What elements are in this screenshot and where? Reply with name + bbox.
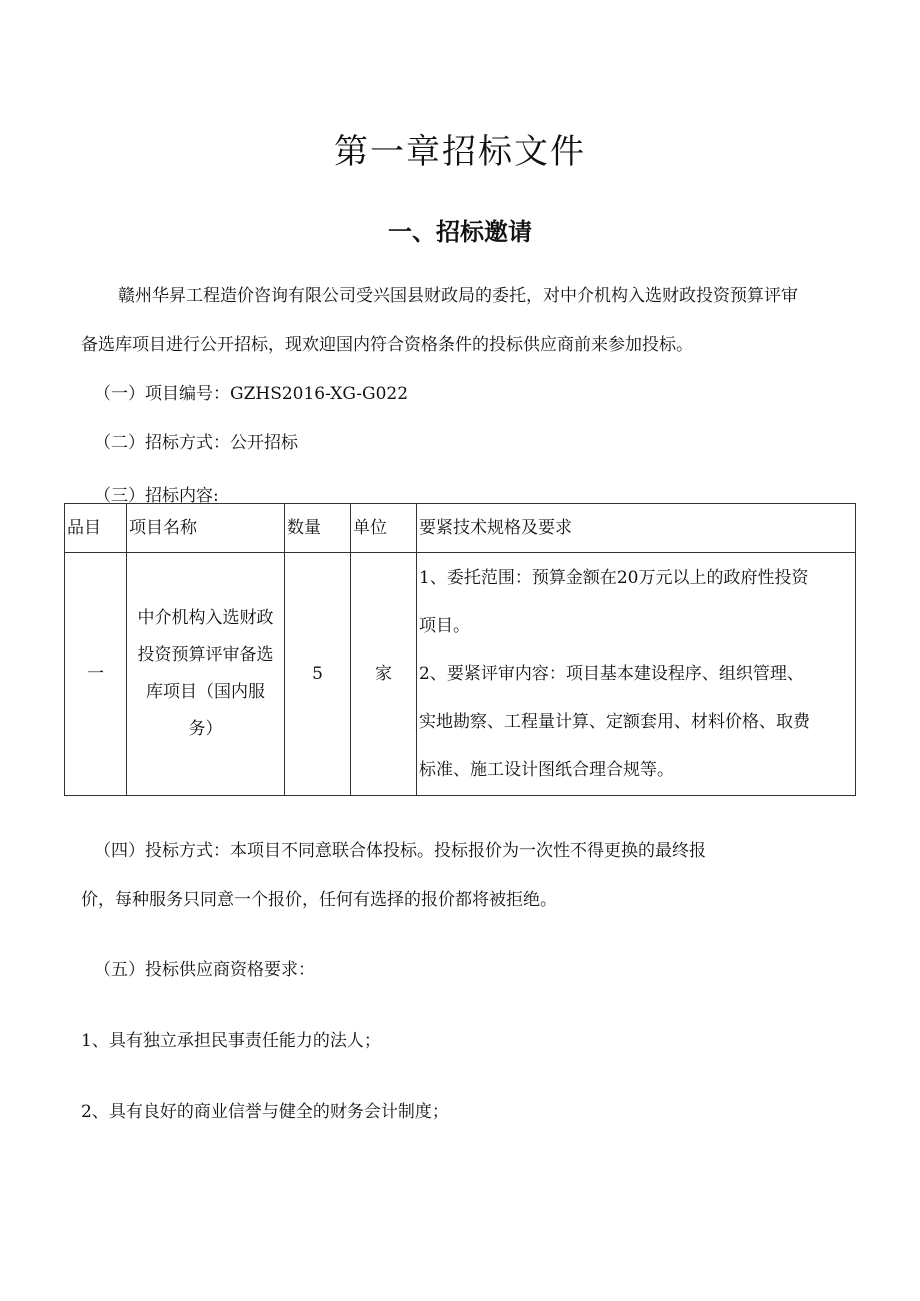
cell-project-name xyxy=(127,553,285,796)
requirement-line: 标准、施工设计图纸合理合规等。 xyxy=(419,760,674,780)
cell-item: 一 xyxy=(65,553,127,796)
project-name-line: 投资预算评审备选 xyxy=(137,645,274,665)
bidding-content-table xyxy=(64,503,856,796)
chapter-title: 第一章招标文件 xyxy=(334,132,586,172)
intro-line-1: 赣州华昇工程造价咨询有限公司受兴国县财政局的委托，对中介机构入选财政投资预算评审 xyxy=(118,286,798,306)
header-item: 品目 xyxy=(65,504,127,553)
bidding-method-note-line-2: 价，每种服务只同意一个报价，任何有选择的报价都将被拒绝。 xyxy=(81,890,557,910)
project-name-line: 务） xyxy=(188,719,223,739)
qualification-requirement-2: 2、具有良好的商业信誉与健全的财务会计制度； xyxy=(81,1102,449,1122)
project-number: （一）项目编号：GZHS2016-XG-G022 xyxy=(94,384,409,404)
header-quantity: 数量 xyxy=(285,504,351,553)
intro-line-2: 备选库项目进行公开招标，现欢迎国内符合资格条件的投标供应商前来参加投标。 xyxy=(81,335,693,355)
requirement-line: 2、要紧评审内容：项目基本建设程序、组织管理、 xyxy=(419,664,804,684)
table-header-row xyxy=(65,504,856,553)
bidding-content-label: （三）招标内容: xyxy=(94,486,219,506)
bidding-method: （二）招标方式：公开招标 xyxy=(94,433,298,453)
project-name-line: 库项目（国内服 xyxy=(146,682,265,702)
supplier-qualification-label: （五）投标供应商资格要求： xyxy=(94,960,315,980)
requirement-line: 1、委托范围：预算金额在20万元以上的政府性投资 xyxy=(419,568,809,588)
section-title: 一、招标邀请 xyxy=(388,218,532,246)
header-unit: 单位 xyxy=(351,504,417,553)
cell-quantity: 5 xyxy=(285,553,351,796)
qualification-requirement-1: 1、具有独立承担民事责任能力的法人； xyxy=(81,1031,381,1051)
header-requirements: 要紧技术规格及要求 xyxy=(417,504,856,553)
requirement-line: 实地勘察、工程量计算、定额套用、材料价格、取费 xyxy=(419,712,810,732)
requirement-line: 项目。 xyxy=(419,616,470,636)
cell-requirements xyxy=(417,553,856,796)
header-project-name: 项目名称 xyxy=(127,504,285,553)
cell-unit: 家 xyxy=(351,553,417,796)
bidding-method-note-line-1: （四）投标方式：本项目不同意联合体投标。投标报价为一次性不得更换的最终报 xyxy=(94,841,706,861)
project-name-line: 中介机构入选财政 xyxy=(137,608,274,628)
table-row xyxy=(65,553,856,796)
